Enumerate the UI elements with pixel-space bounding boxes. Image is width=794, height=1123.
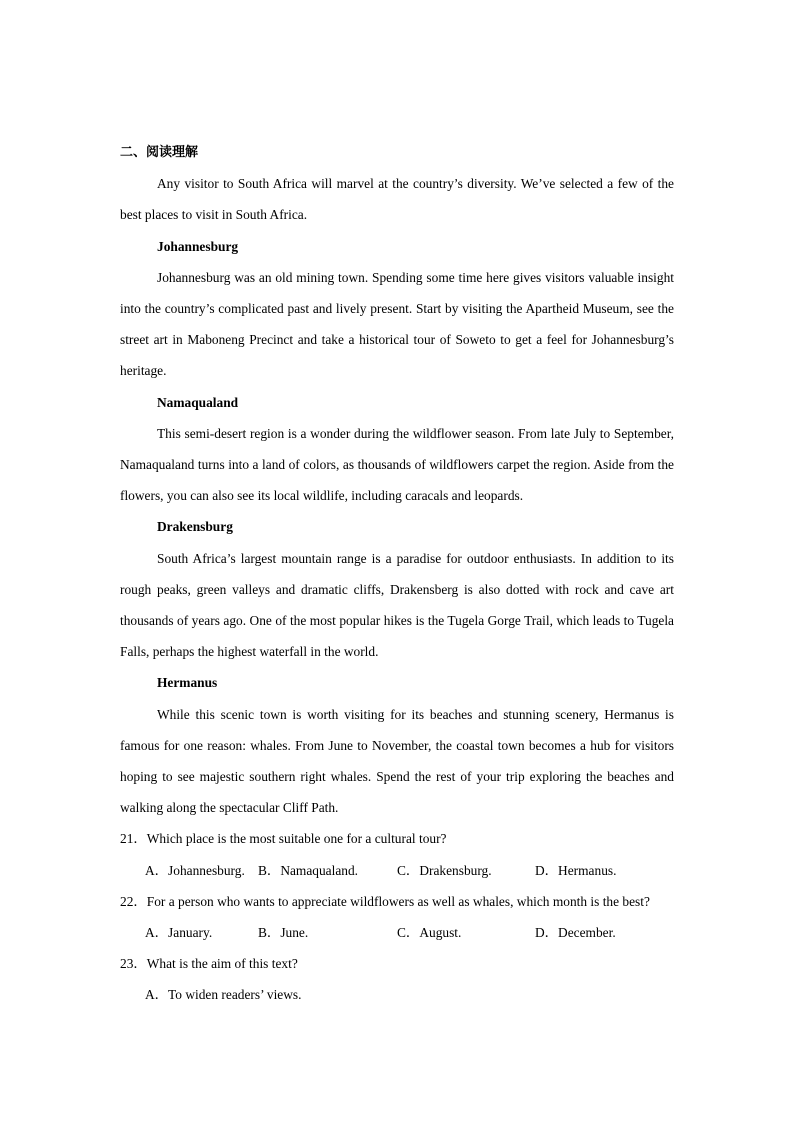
- place-heading-hermanus: Hermanus: [157, 675, 218, 691]
- place-text-namaqualand: This semi-desert region is a wonder during the wildflower season. From late July to September, Namaqualand turns into a land of colors, as thousands of wildflowers carpet the region. Aside from the flowers, you can also see its local wildlife, including caracals and leopards.: [120, 425, 674, 504]
- place-text-johannesburg: Johannesburg was an old mining town. Spending some time here gives visitors valuable insight into the country’s complicated past and lively present. Start by visiting the Apartheid Museum, see the street art in Maboneng Precinct and take a historical tour of Soweto to get a feel for Johannesburg’s heritage.: [120, 269, 674, 379]
- intro-paragraph: Any visitor to South Africa will marvel at the country’s diversity. We’ve selected a few of the best places to visit in South Africa.: [120, 176, 674, 223]
- question-22-options: [120, 917, 674, 948]
- question-21-option-a[interactable]: A．Johannesburg.: [145, 862, 245, 878]
- question-21-option-c[interactable]: C．Drakensburg.: [397, 862, 492, 878]
- place-text-drakensburg: South Africa’s largest mountain range is a paradise for outdoor enthusiasts. In addition to its rough peaks, green valleys and dramatic cliffs, Drakensberg is also dotted with rock and cave art thousands of years ago. One of the most popular hikes is the Tugela Gorge Trail, which leads to Tugela Falls, perhaps the highest waterfall in the world.: [120, 550, 674, 660]
- place-text-hermanus: While this scenic town is worth visiting for its beaches and stunning scenery, Hermanus is famous for one reason: whales. From June to November, the coastal town becomes a hub for visitors hoping to see majestic southern right whales. Spend the rest of your trip exploring the beaches and walking along the spectacular Cliff Path.: [120, 706, 674, 816]
- section-title: 二、阅读理解: [120, 145, 199, 160]
- question-22-option-c[interactable]: C．August.: [397, 924, 462, 940]
- place-heading-johannesburg: Johannesburg: [157, 238, 239, 254]
- question-23-stem: 23．What is the aim of this text?: [120, 956, 298, 972]
- question-21-stem: 21．Which place is the most suitable one for a cultural tour?: [120, 831, 447, 847]
- place-heading-namaqualand: Namaqualand: [157, 394, 239, 410]
- question-22-stem: 22．For a person who wants to appreciate wildflowers as well as whales, which month is the best?: [120, 893, 650, 909]
- place-heading-drakensburg: Drakensburg: [157, 519, 233, 535]
- question-22-option-a[interactable]: A．January.: [145, 924, 213, 940]
- question-23-option-a[interactable]: A．To widen readers’ views.: [145, 987, 302, 1003]
- question-21-option-d[interactable]: D．Hermanus.: [535, 862, 617, 878]
- question-21-option-b[interactable]: B．Namaqualand.: [258, 862, 359, 878]
- question-22-option-d[interactable]: D．December.: [535, 924, 616, 940]
- question-21-options: [120, 855, 674, 886]
- question-22-option-b[interactable]: B．June.: [258, 924, 309, 940]
- reading-section: [120, 137, 674, 1011]
